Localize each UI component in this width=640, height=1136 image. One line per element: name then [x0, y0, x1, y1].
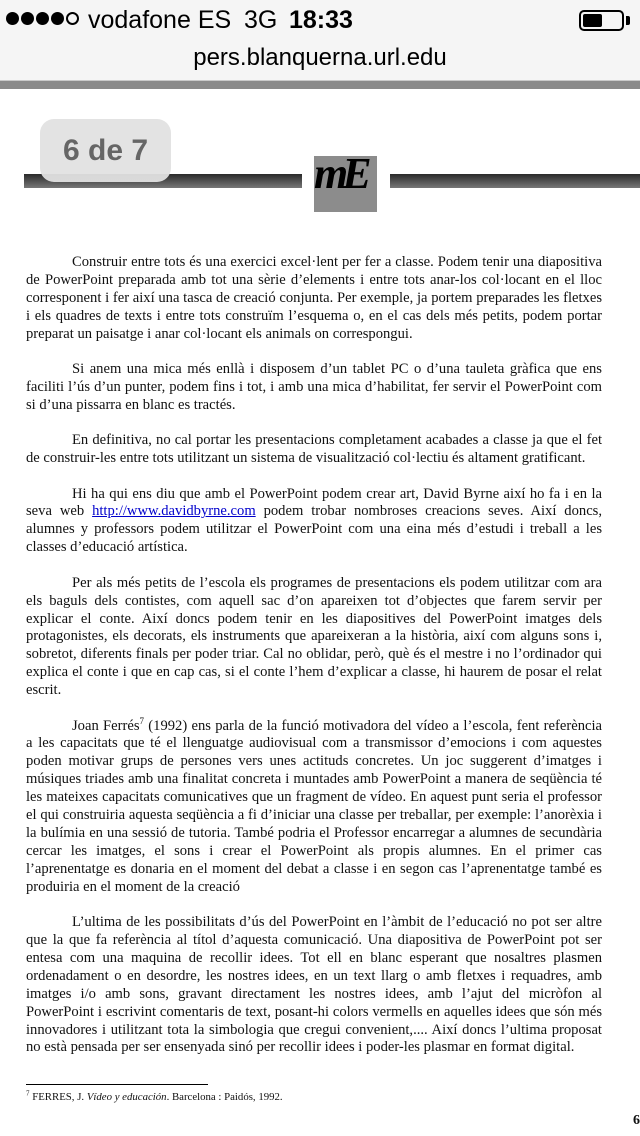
signal-dot [6, 12, 19, 25]
address-bar[interactable] [0, 44, 640, 81]
signal-dot [21, 12, 34, 25]
footnote-number: 7 [26, 1089, 30, 1098]
page-indicator: 6 de 7 [40, 119, 171, 182]
header-rule-right [390, 174, 640, 188]
url-text[interactable]: pers.blanquerna.url.edu [193, 44, 447, 71]
footnote-title: Vídeo y educación [86, 1091, 167, 1103]
status-bar [0, 0, 640, 44]
davidbyrne-link[interactable]: http://www.davidbyrne.com [92, 503, 256, 520]
signal-dot [51, 12, 64, 25]
network-type: 3G [244, 6, 278, 34]
footnote-divider [26, 1084, 208, 1085]
document-body [26, 254, 602, 1075]
paragraph: Si anem una mica més enllà i disposem d’un tablet PC o d’una tauleta gràfica que ens faciliti l’ús d’un punter, podem fins i tot, i amb una mica d’habilitat, fer servir el PowerPoint com si d’una pissarra en blanc es tractés. [26, 361, 602, 413]
footnote-reference[interactable]: 7 [139, 715, 145, 726]
paragraph: Construir entre tots és una exercici excel·lent per fer a classe. Podem tenir una diapositiva de PowerPoint preparada amb tot una sèrie d’elements i entre tots anar-los col·locant en el lloc corresponent i fer així una tasca de creació conjunta. Per exemple, ja portem preparades les fletxes i els quadres de texts i entre tots construïm l’esquema o, en el cas dels més petits, podem portar preparat un paisatge i anar col·locant els animals on correspongui. [26, 254, 602, 342]
footnote [26, 1091, 283, 1103]
signal-dot [66, 12, 79, 25]
paragraph [26, 715, 602, 897]
logo-lettering: mE [314, 149, 366, 198]
carrier-name: vodafone ES [88, 6, 232, 34]
paragraph-text: Hi ha qui ens diu que amb el PowerPoint podem crear art, David Byrne així ho fa i en la seva web [26, 485, 602, 520]
paragraph: L’ultima de les possibilitats d’ús del PowerPoint en l’àmbit de l’educació no pot ser altre que la que fa referència al títol d’aquesta comunicació. Una diapositiva de PowerPoint pot ser entesa com una maquina de recollir idees. Tot ell en blanc esperant que nosaltres plasmen ordenadament o en desordre, les nostres idees, en un text llarg o amb fletxes i requadres, amb imatges i/o amb sons, gravant directament les nostres idees, amb l’ajut del micròfon al PowerPoint i escrivint comentaris de text, posant-hi colors vermells en aquelles idees que són més innovadores i utilitzant tota la simbologia que cregui convenient,.... Així doncs l’ultima proposat no està pensada per ser ensenyada sinó per recollir idees i poder-les plasmar en format digital. [26, 914, 602, 1056]
signal-strength-indicator [6, 12, 79, 25]
document-top-band [0, 81, 640, 89]
signal-dot [36, 12, 49, 25]
paragraph [26, 486, 602, 558]
battery-icon [579, 10, 624, 31]
paragraph: En definitiva, no cal portar les presentacions completament acabades a classe ja que el fet de construir-les entre tots utilitzant un sistema de visualització col·lectiu és altament gratificant. [26, 432, 602, 467]
page-number: 6 [633, 1113, 640, 1128]
paragraph-text: (1992) ens parla de la funció motivadora del vídeo a l’escola, fent referència a les capacitats que té el llenguatge audiovisual com a transmissor d’emocions i com aquestes poden motivar grups de persones vers unes actituds concretes. Un joc suggerent d’imatges i músiques triades amb una finalitat concreta i muntades amb PowerPoint a manera de seqüència té les mateixes capacitats comunicatives que un fragment de vídeo. En aquest punt seria el professor el qui construiria aquesta seqüència a fi d’iniciar una classe per treballar, per exemple: l’anorèxia i la bulímia en una sessió de tutoria. També podria el Professor encarregar a alumnes de secundària cercar les imatges, el sons i crear el PowerPoint als propis alumnes. En el primer cas l’aprenentatge es donaria en el moment del debat a classe i en segon cas l’aprenentatge també es produiria en el moment de la creació [26, 717, 602, 895]
battery-level [583, 14, 602, 27]
paragraph-text: Joan Ferrés [72, 717, 140, 734]
footnote-author: FERRES, J. [32, 1091, 87, 1103]
footnote-rest: . Barcelona : Paidós, 1992. [166, 1091, 283, 1103]
paragraph: Per als més petits de l’escola els programes de presentacions els podem utilitzar com ara els baguls dels contistes, com aquell sac d’on apareixen tot d’objectes que farem servir per explicar el conte. Així doncs podem tenir en les diapositives del PowerPoint imatges dels protagonistes, els decorats, els instruments que apareixeran a la història, així com alguns sons i, sobretot, diferents finals per poder triar. Cal no oblidar, però, què és el mestre i no l’ordinador qui explica el conte i que en cap cas, si el conte l’hem d’explicar a classe, hi haurem de posar el relat escrit. [26, 574, 602, 699]
battery-tip [626, 16, 630, 25]
paragraph-text: podem trobar nombroses creacions seves. Així doncs, alumnes y professors podem utilitzar el PowerPoint com una eina més d’estudi i treball a les classes d’educació artística. [26, 503, 603, 556]
clock: 18:33 [289, 6, 353, 34]
me-logo [314, 149, 377, 212]
